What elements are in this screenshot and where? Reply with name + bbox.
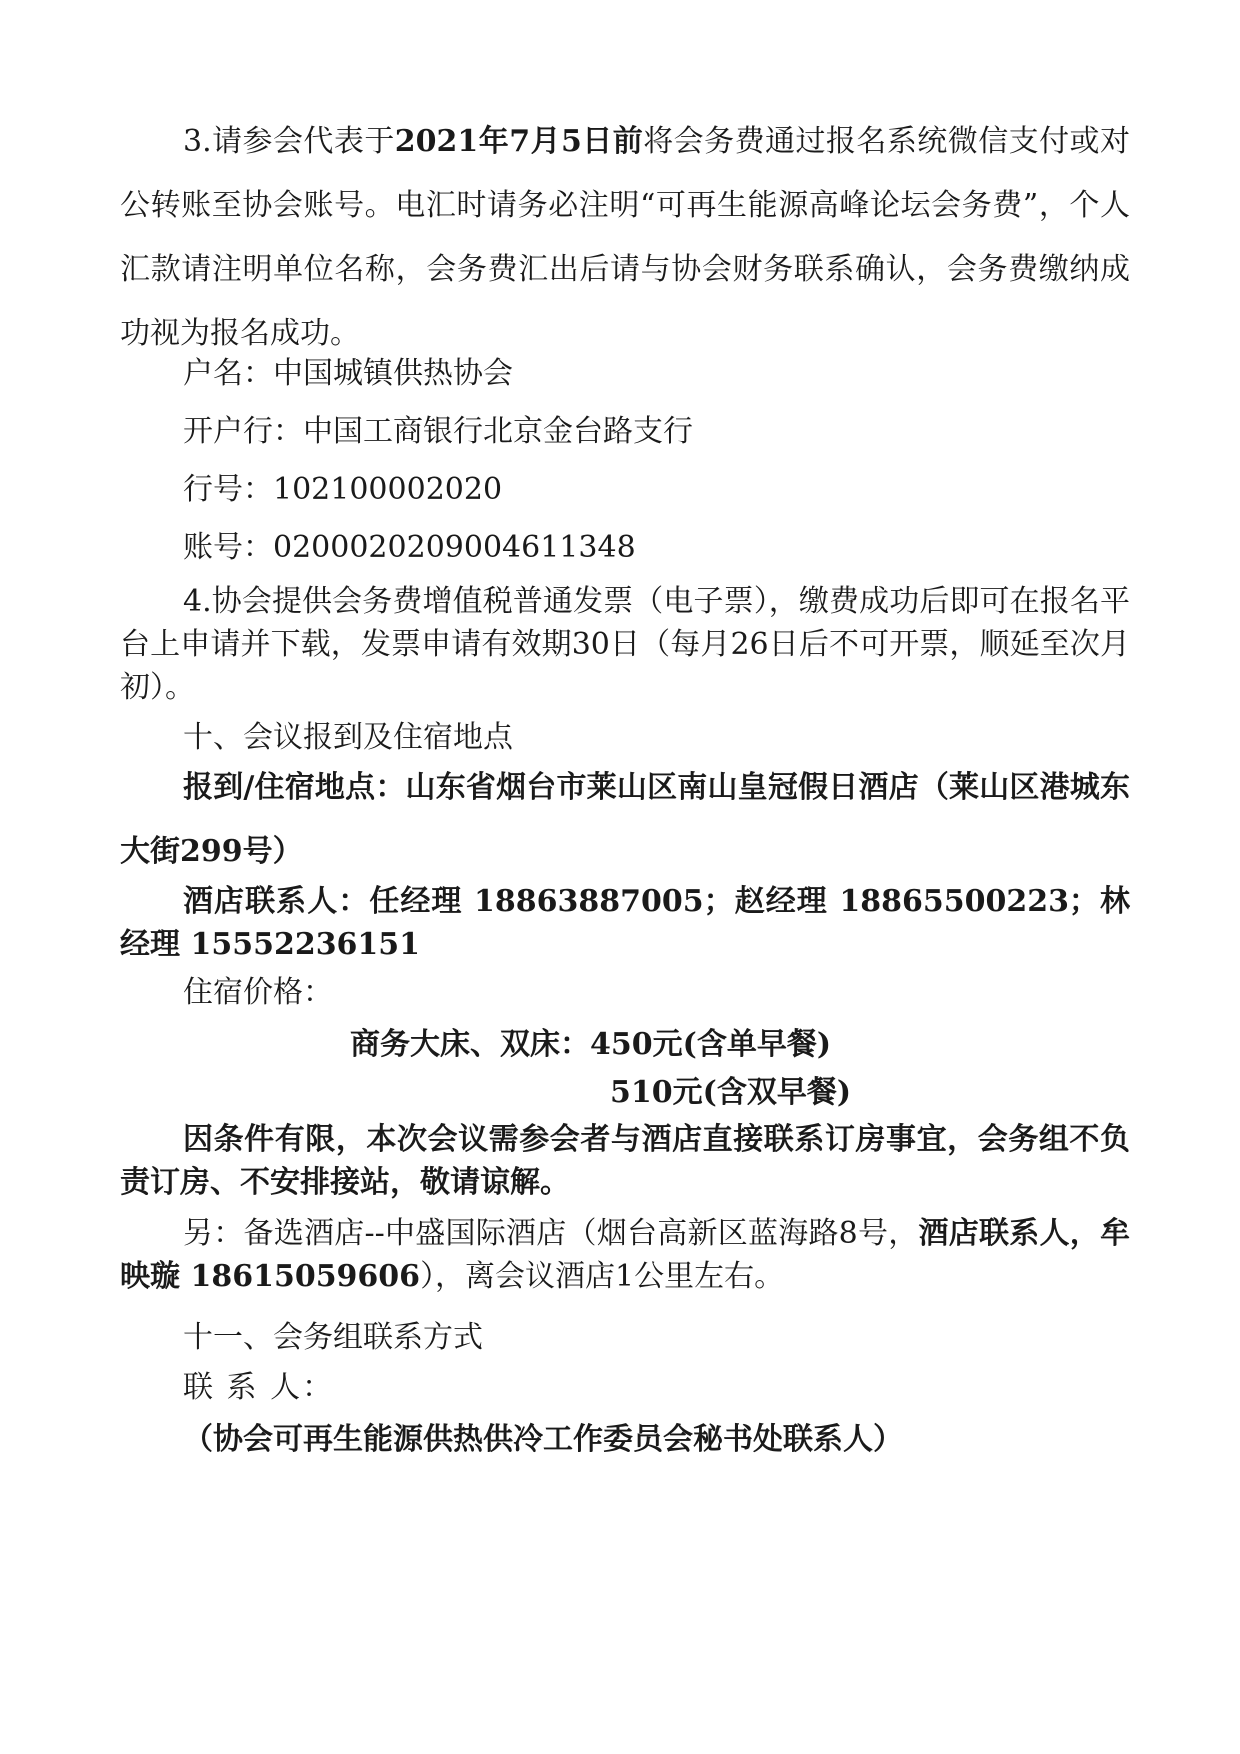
contact-person-label: 联 系 人：: [183, 1370, 335, 1405]
alternative-hotel-suffix: ），离会议酒店1公里左右。: [420, 1259, 785, 1294]
account-bank: 开户行：中国工商银行北京金台路支行: [183, 414, 693, 449]
price-twin-breakfast: 510元(含双早餐): [610, 1075, 852, 1110]
hotel-location: 报到/住宿地点：山东省烟台市莱山区南山皇冠假日酒店（莱山区港城东大街299号）: [120, 770, 1130, 869]
payment-deadline: 2021年7月5日前: [394, 124, 644, 159]
price-label: 住宿价格：: [183, 975, 333, 1010]
alternative-hotel: [120, 1212, 1130, 1298]
alternative-hotel-contact: 酒店联系人，牟映璇 18615059606: [120, 1216, 1130, 1294]
price-business-room: 商务大床、双床：450元(含单早餐): [350, 1027, 832, 1062]
section-11-heading: 十一、会务组联系方式: [183, 1320, 483, 1355]
item-3-prefix: 3.请参会代表于: [183, 124, 395, 159]
item-3-text: 将会务费通过报名系统微信支付或对公转账至协会账号。电汇时请务必注明“可再生能源高峰论坛会务费”，个人汇款请注明单位名称，会务费汇出后请与协会财务联系确认，会务费缴纳成功视为报名成功。: [120, 124, 1131, 351]
contact-person-note: （协会可再生能源供热供冷工作委员会秘书处联系人）: [183, 1422, 903, 1457]
alternative-hotel-prefix: 另：备选酒店--中盛国际酒店（烟台高新区蓝海路8号，: [183, 1216, 919, 1251]
hotel-contacts: 酒店联系人：任经理 18863887005；赵经理 18865500223；林经理 15552236151: [120, 884, 1130, 962]
item-4-paragraph: 4.协会提供会务费增值税普通发票（电子票），缴费成功后即可在报名平台上申请并下载，发票申请有效期30日（每月26日后不可开票，顺延至次月初）。: [120, 584, 1130, 705]
section-10-heading: 十、会议报到及住宿地点: [183, 720, 513, 755]
account-number: 账号：0200020209004611348: [183, 530, 636, 565]
booking-notice: 因条件有限，本次会议需参会者与酒店直接联系订房事宜，会务组不负责订房、不安排接站，敬请谅解。: [120, 1122, 1130, 1200]
account-name: 户名：中国城镇供热协会: [183, 356, 513, 391]
item-3-paragraph: [120, 110, 1130, 366]
account-bank-no: 行号：102100002020: [183, 472, 503, 507]
